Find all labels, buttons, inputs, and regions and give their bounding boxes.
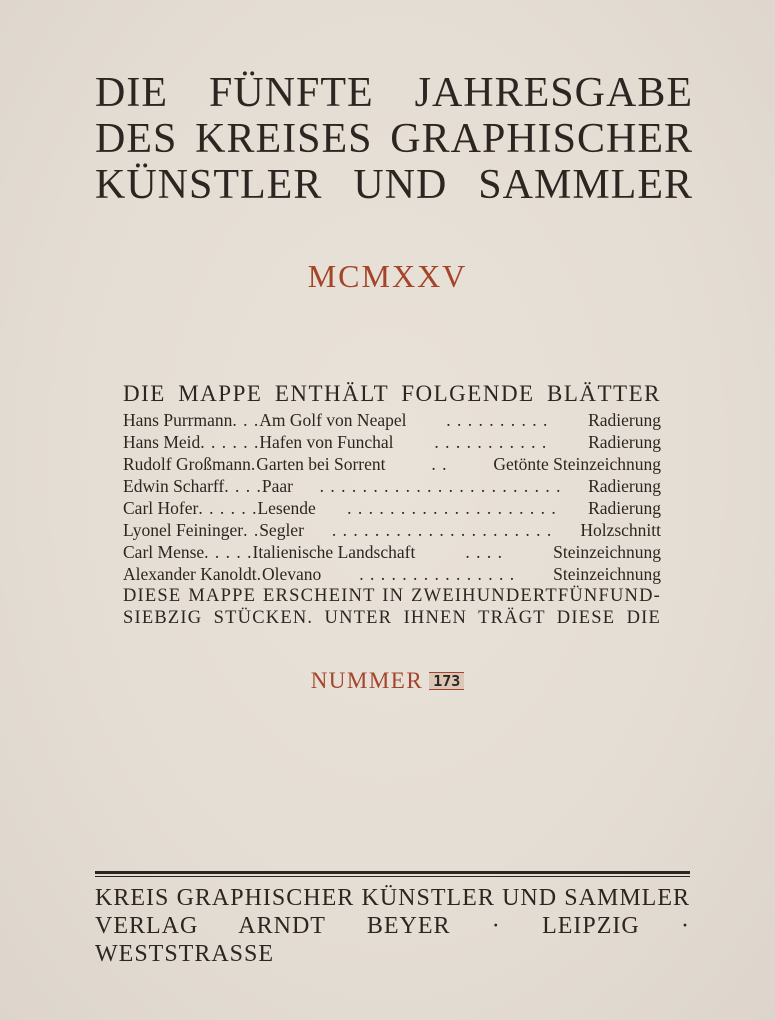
- imprint-line: KREIS GRAPHISCHER KÜNSTLER UND SAMMLER: [95, 885, 690, 911]
- leader-dots: . . . . . . . . . . . . . . . . . . . . . . .: [319, 476, 562, 496]
- technique: Radierung: [588, 432, 661, 452]
- leader-dots: . . . . .: [204, 542, 253, 562]
- year-roman-numeral: MCMXXV: [307, 258, 468, 294]
- work-title: Garten bei Sorrent: [256, 454, 386, 474]
- divider: [95, 876, 690, 877]
- artist-name: Rudolf Großmann: [123, 454, 251, 474]
- artist-name: Carl Hofer: [123, 498, 199, 518]
- leader-dots: . . . .: [465, 542, 504, 562]
- leader-dots: .: [256, 564, 263, 584]
- work-title: Segler: [259, 520, 304, 540]
- leader-dots: .: [250, 454, 257, 474]
- leader-dots: . . . . . . . . . . . . . . .: [359, 564, 516, 584]
- number-label: NUMMER: [310, 668, 424, 693]
- technique: Radierung: [588, 498, 661, 518]
- leader-dots: . .: [431, 454, 448, 474]
- list-item: [123, 519, 661, 541]
- leader-dots: . . . . . .: [198, 498, 258, 518]
- work-title: Lesende: [257, 498, 316, 518]
- leader-dots: . . . . . . . . . . . . . . . . . . . . .: [331, 520, 553, 540]
- technique: Holzschnitt: [580, 520, 661, 540]
- work-title: Olevano: [262, 564, 322, 584]
- page-title: [95, 70, 693, 208]
- list-item: [123, 475, 661, 497]
- edition-statement: DIESE MAPPE ERSCHEINT IN ZWEIHUNDERTFÜNFUND-: [123, 586, 661, 606]
- divider: [95, 871, 690, 874]
- technique: Radierung: [588, 410, 661, 430]
- imprint-line: VERLAG ARNDT BEYER · LEIPZIG · WESTSTRASSE: [95, 913, 690, 967]
- list-item: [123, 541, 661, 563]
- list-item: [123, 409, 661, 431]
- list-item: [123, 431, 661, 453]
- leader-dots: . . . . . . . . . . .: [434, 432, 548, 452]
- edition-number: [0, 668, 775, 694]
- work-title: Paar: [261, 476, 293, 496]
- list-item: [123, 497, 661, 519]
- artist-name: Hans Meid: [123, 432, 201, 452]
- title-line: KÜNSTLER UND SAMMLER: [95, 162, 693, 208]
- artist-name: Hans Purrmann: [123, 410, 233, 430]
- leader-dots: . . . . . .: [200, 432, 260, 452]
- technique: Radierung: [588, 476, 661, 496]
- leader-dots: . . . .: [224, 476, 262, 496]
- artist-name: Alexander Kanoldt: [123, 564, 257, 584]
- work-title: Hafen von Funchal: [259, 432, 394, 452]
- contents-heading: DIE MAPPE ENTHÄLT FOLGENDE BLÄTTER: [123, 381, 661, 406]
- technique: Steinzeichnung: [553, 542, 661, 562]
- leader-dots: . . . . . . . . . . . . . . . . . . . .: [347, 498, 557, 518]
- leader-dots: . . . . . . . . . .: [446, 410, 549, 430]
- artist-name: Carl Mense: [123, 542, 205, 562]
- leader-dots: . .: [243, 520, 260, 540]
- list-item: [123, 453, 661, 475]
- leader-dots: . . .: [232, 410, 260, 430]
- title-line: DES KREISES GRAPHISCHER: [95, 116, 693, 162]
- work-title: Am Golf von Neapel: [259, 410, 407, 430]
- work-title: Italienische Landschaft: [252, 542, 416, 562]
- publisher-imprint: [95, 884, 690, 968]
- technique: Getönte Steinzeichnung: [493, 454, 661, 474]
- list-item: [123, 563, 661, 585]
- contents-list: [123, 380, 661, 629]
- technique: Steinzeichnung: [553, 564, 661, 584]
- edition-statement: SIEBZIG STÜCKEN. UNTER IHNEN TRÄGT DIESE DIE: [123, 608, 661, 628]
- artist-name: Lyonel Feininger: [123, 520, 244, 540]
- number-stamp: 173: [429, 672, 464, 690]
- title-line: DIE FÜNFTE JAHRESGABE: [95, 70, 693, 116]
- artist-name: Edwin Scharff: [123, 476, 225, 496]
